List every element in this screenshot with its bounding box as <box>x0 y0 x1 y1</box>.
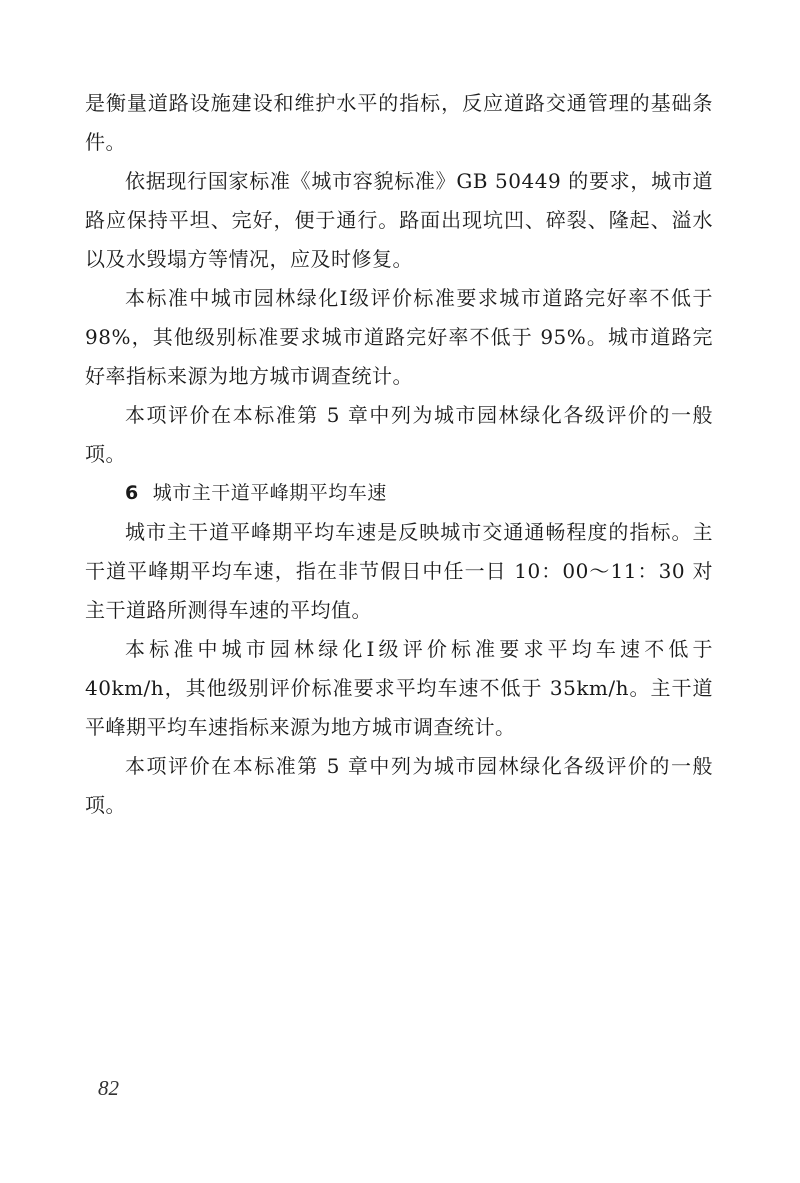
paragraph-6: 本标准中城市园林绿化Ⅰ级评价标准要求平均车速不低于40km/h，其他级别评价标准要求平均车速不低于 35km/h。主干道平峰期平均车速指标来源为地方城市调查统计。 <box>85 637 713 739</box>
paragraph-7: 本项评价在本标准第 5 章中列为城市园林绿化各级评价的一般项。 <box>85 754 713 817</box>
paragraph-1: 是衡量道路设施建设和维护水平的指标，反应道路交通管理的基础条件。 <box>85 91 713 154</box>
paragraph-4: 本项评价在本标准第 5 章中列为城市园林绿化各级评价的一般项。 <box>85 403 713 466</box>
page-number: 82 <box>98 1076 119 1100</box>
paragraph-2: 依据现行国家标准《城市容貌标准》GB 50449 的要求，城市道路应保持平坦、完好，便于通行。路面出现坑凹、碎裂、隆起、溢水以及水毁塌方等情况，应及时修复。 <box>85 169 713 271</box>
section-number: 6 <box>125 482 139 504</box>
body-text <box>85 84 713 825</box>
section-title: 城市主干道平峰期平均车速 <box>152 482 387 504</box>
paragraph-5: 城市主干道平峰期平均车速是反映城市交通通畅程度的指标。主干道平峰期平均车速，指在非节假日中任一日 10：00～11：30 对主干道路所测得车速的平均值。 <box>85 520 713 622</box>
paragraph-3: 本标准中城市园林绿化Ⅰ级评价标准要求城市道路完好率不低于 98%，其他级别标准要求城市道路完好率不低于 95%。城市道路完好率指标来源为地方城市调查统计。 <box>85 286 713 388</box>
section-heading <box>85 474 713 513</box>
